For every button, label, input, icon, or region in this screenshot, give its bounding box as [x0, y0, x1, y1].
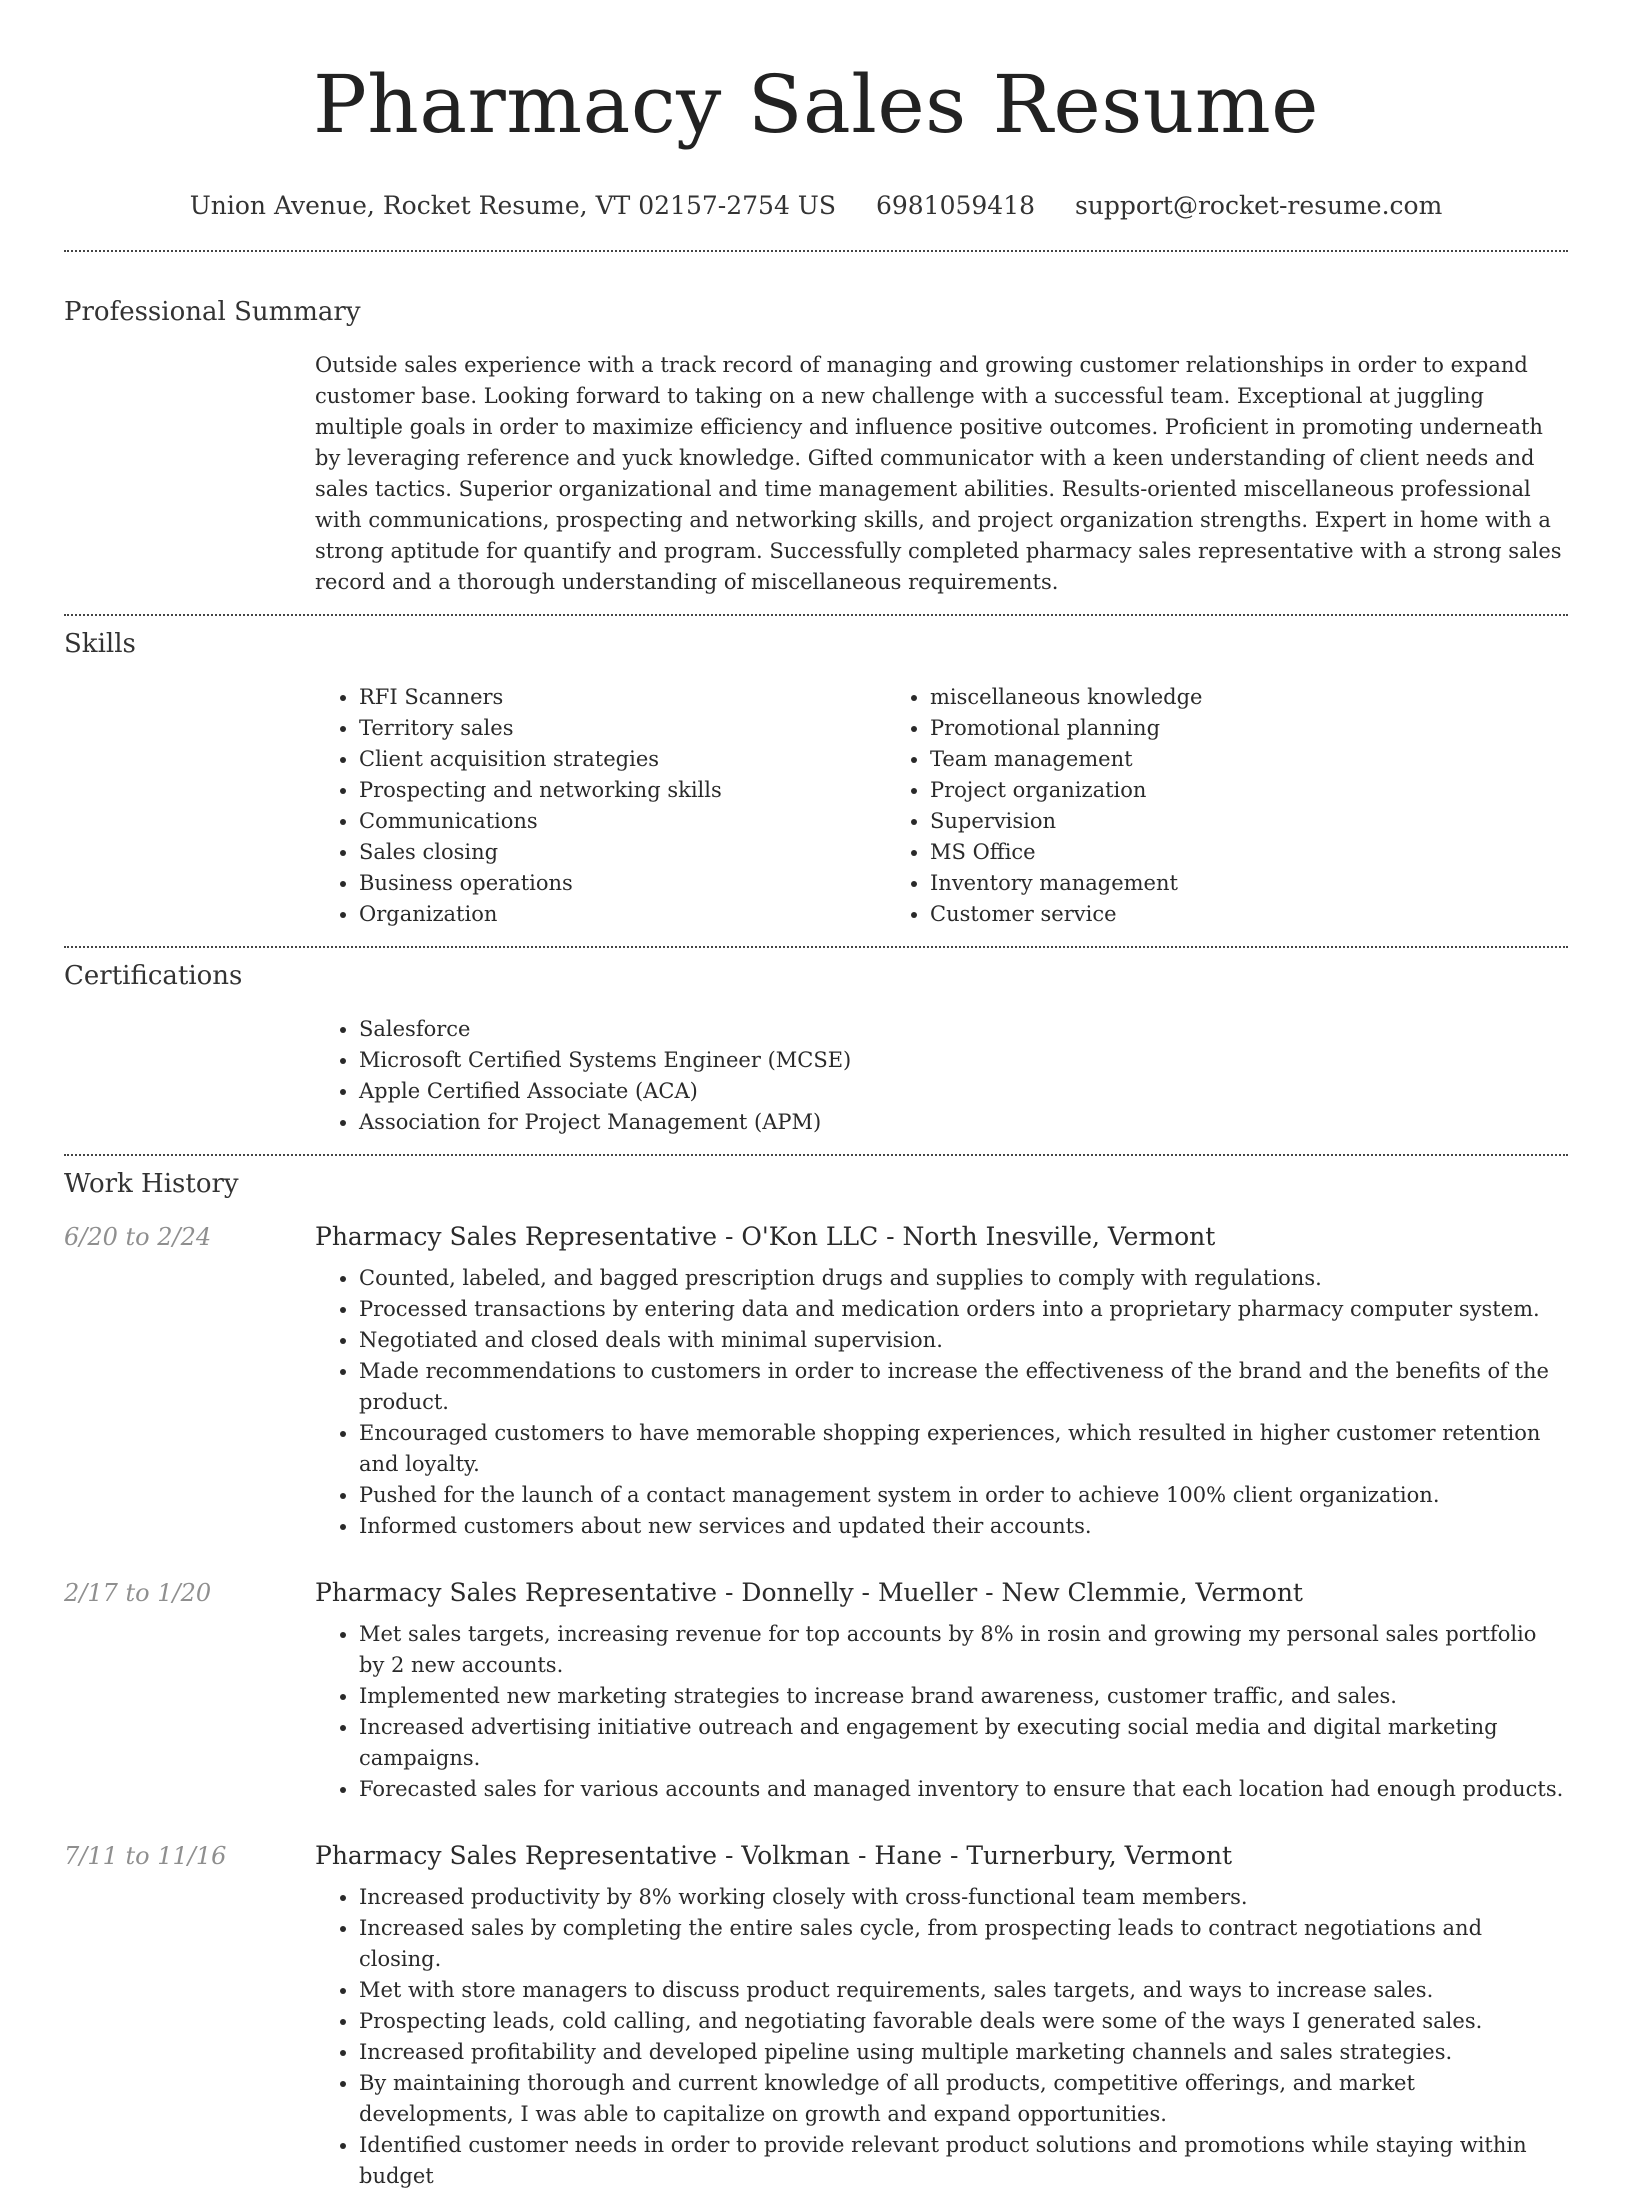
contact-line	[64, 186, 1568, 226]
job-bullet: • Met sales targets, increasing revenue for top accounts by 8% in rosin and growing my personal sales portfolio by 2 new accounts.	[359, 1619, 1568, 1681]
divider	[64, 250, 1568, 252]
page-title: Pharmacy Sales Resume	[312, 58, 1320, 151]
job-bullet: • Identified customer needs in order to provide relevant product solutions and promotions while staying within budget	[359, 2130, 1568, 2192]
skill-item: • Communications	[359, 806, 886, 837]
job-header	[64, 1578, 1568, 1607]
job-bullet: • By maintaining thorough and current knowledge of all products, competitive offerings, and market developments, I was able to capitalize on growth and expand opportunities.	[359, 2068, 1568, 2130]
skill-item: • Territory sales	[359, 713, 886, 744]
job-bullets	[315, 1619, 1568, 1805]
divider	[64, 1154, 1568, 1156]
job-bullet: • Increased sales by completing the entire sales cycle, from prospecting leads to contract negotiations and closing.	[359, 1913, 1568, 1975]
job-header	[64, 1222, 1568, 1251]
job-header	[64, 1841, 1568, 1870]
skill-item: • Prospecting and networking skills	[359, 775, 886, 806]
job-bullet: • Increased advertising initiative outreach and engagement by executing social media and digital marketing campaigns.	[359, 1712, 1568, 1774]
job-entry	[64, 1222, 1568, 1542]
work-history-section	[64, 1166, 1568, 2192]
job-title: Pharmacy Sales Representative - O'Kon LLC - North Inesville, Vermont	[315, 1222, 1216, 1251]
contact-phone: 6981059418	[875, 191, 1036, 220]
job-bullet: • Pushed for the launch of a contact management system in order to achieve 100% client organization.	[359, 1480, 1568, 1511]
skill-item: • miscellaneous knowledge	[930, 682, 1457, 713]
skill-item: • Client acquisition strategies	[359, 744, 886, 775]
skills-list-left	[315, 682, 886, 930]
divider	[64, 946, 1568, 948]
job-title: Pharmacy Sales Representative - Volkman - Hane - Turnerbury, Vermont	[315, 1841, 1233, 1870]
job-bullet: • Increased productivity by 8% working closely with cross-functional team members.	[359, 1882, 1568, 1913]
contact-address: Union Avenue, Rocket Resume, VT 02157-2754 US	[189, 191, 836, 220]
skill-item: • Team management	[930, 744, 1457, 775]
certifications-section	[64, 958, 1568, 1138]
skill-item: • Inventory management	[930, 868, 1457, 899]
job-bullets	[315, 1882, 1568, 2192]
job-bullet: • Implemented new marketing strategies to increase brand awareness, customer traffic, and sales.	[359, 1681, 1568, 1712]
job-bullet: • Informed customers about new services and updated their accounts.	[359, 1511, 1568, 1542]
job-bullet: • Counted, labeled, and bagged prescription drugs and supplies to comply with regulations.	[359, 1263, 1568, 1294]
job-dates: 6/20 to 2/24	[64, 1223, 212, 1251]
skill-item: • Organization	[359, 899, 886, 930]
skill-item: • Sales closing	[359, 837, 886, 868]
job-bullet: • Negotiated and closed deals with minimal supervision.	[359, 1325, 1568, 1356]
job-bullet: • Met with store managers to discuss product requirements, sales targets, and ways to increase sales.	[359, 1975, 1568, 2006]
skills-grid	[315, 682, 1568, 930]
contact-email[interactable]: support@rocket-resume.com	[1074, 191, 1443, 220]
job-bullet: • Forecasted sales for various accounts and managed inventory to ensure that each location had enough products.	[359, 1774, 1568, 1805]
job-dates: 2/17 to 1/20	[64, 1579, 212, 1607]
work-history-heading: Work History	[64, 1169, 239, 1199]
skill-item: • Project organization	[930, 775, 1457, 806]
skill-item: • Promotional planning	[930, 713, 1457, 744]
certifications-list	[315, 1014, 1568, 1138]
skills-section	[64, 626, 1568, 930]
job-bullets	[315, 1263, 1568, 1542]
skill-item: • RFI Scanners	[359, 682, 886, 713]
divider	[64, 614, 1568, 616]
summary-heading: Professional Summary	[64, 297, 361, 327]
certifications-heading: Certifications	[64, 961, 243, 991]
job-bullet: • Made recommendations to customers in order to increase the effectiveness of the brand and the benefits of the product.	[359, 1356, 1568, 1418]
job-bullet: • Increased profitability and developed pipeline using multiple marketing channels and sales strategies.	[359, 2037, 1568, 2068]
certification-item: • Apple Certified Associate (ACA)	[359, 1076, 1568, 1107]
certification-item: • Salesforce	[359, 1014, 1568, 1045]
certification-item: • Association for Project Management (APM)	[359, 1107, 1568, 1138]
skill-item: • Customer service	[930, 899, 1457, 930]
job-title: Pharmacy Sales Representative - Donnelly - Mueller - New Clemmie, Vermont	[315, 1578, 1303, 1607]
skills-heading: Skills	[64, 629, 136, 659]
summary-text: Outside sales experience with a track record of managing and growing customer relationships in order to expand customer base. Looking forward to taking on a new challenge with a successful team. Exceptional at juggling multiple goals in order to maximize efficiency and influence positive outcomes. Proficient in promoting underneath by leveraging reference and yuck knowledge. Gifted communicator with a keen understanding of client needs and sales tactics. Superior organizational and time management abilities. Results-oriented miscellaneous professional with communications, prospecting and networking skills, and project organization strengths. Expert in home with a strong aptitude for quantify and program. Successfully completed pharmacy sales representative with a strong sales record and a thorough understanding of miscellaneous requirements.	[315, 353, 1562, 594]
certifications-content	[315, 1014, 1568, 1138]
summary-section	[64, 294, 1568, 598]
job-bullet: • Encouraged customers to have memorable shopping experiences, which resulted in higher customer retention and loyalty.	[359, 1418, 1568, 1480]
skills-list-right	[886, 682, 1457, 930]
skill-item: • Business operations	[359, 868, 886, 899]
job-bullet: • Prospecting leads, cold calling, and negotiating favorable deals were some of the ways I generated sales.	[359, 2006, 1568, 2037]
job-bullet: • Processed transactions by entering data and medication orders into a proprietary pharmacy computer system.	[359, 1294, 1568, 1325]
skill-item: • Supervision	[930, 806, 1457, 837]
job-entry	[64, 1578, 1568, 1805]
resume-page	[64, 0, 1568, 2192]
job-entry	[64, 1841, 1568, 2192]
job-dates: 7/11 to 11/16	[64, 1842, 227, 1870]
skill-item: • MS Office	[930, 837, 1457, 868]
certification-item: • Microsoft Certified Systems Engineer (MCSE)	[359, 1045, 1568, 1076]
